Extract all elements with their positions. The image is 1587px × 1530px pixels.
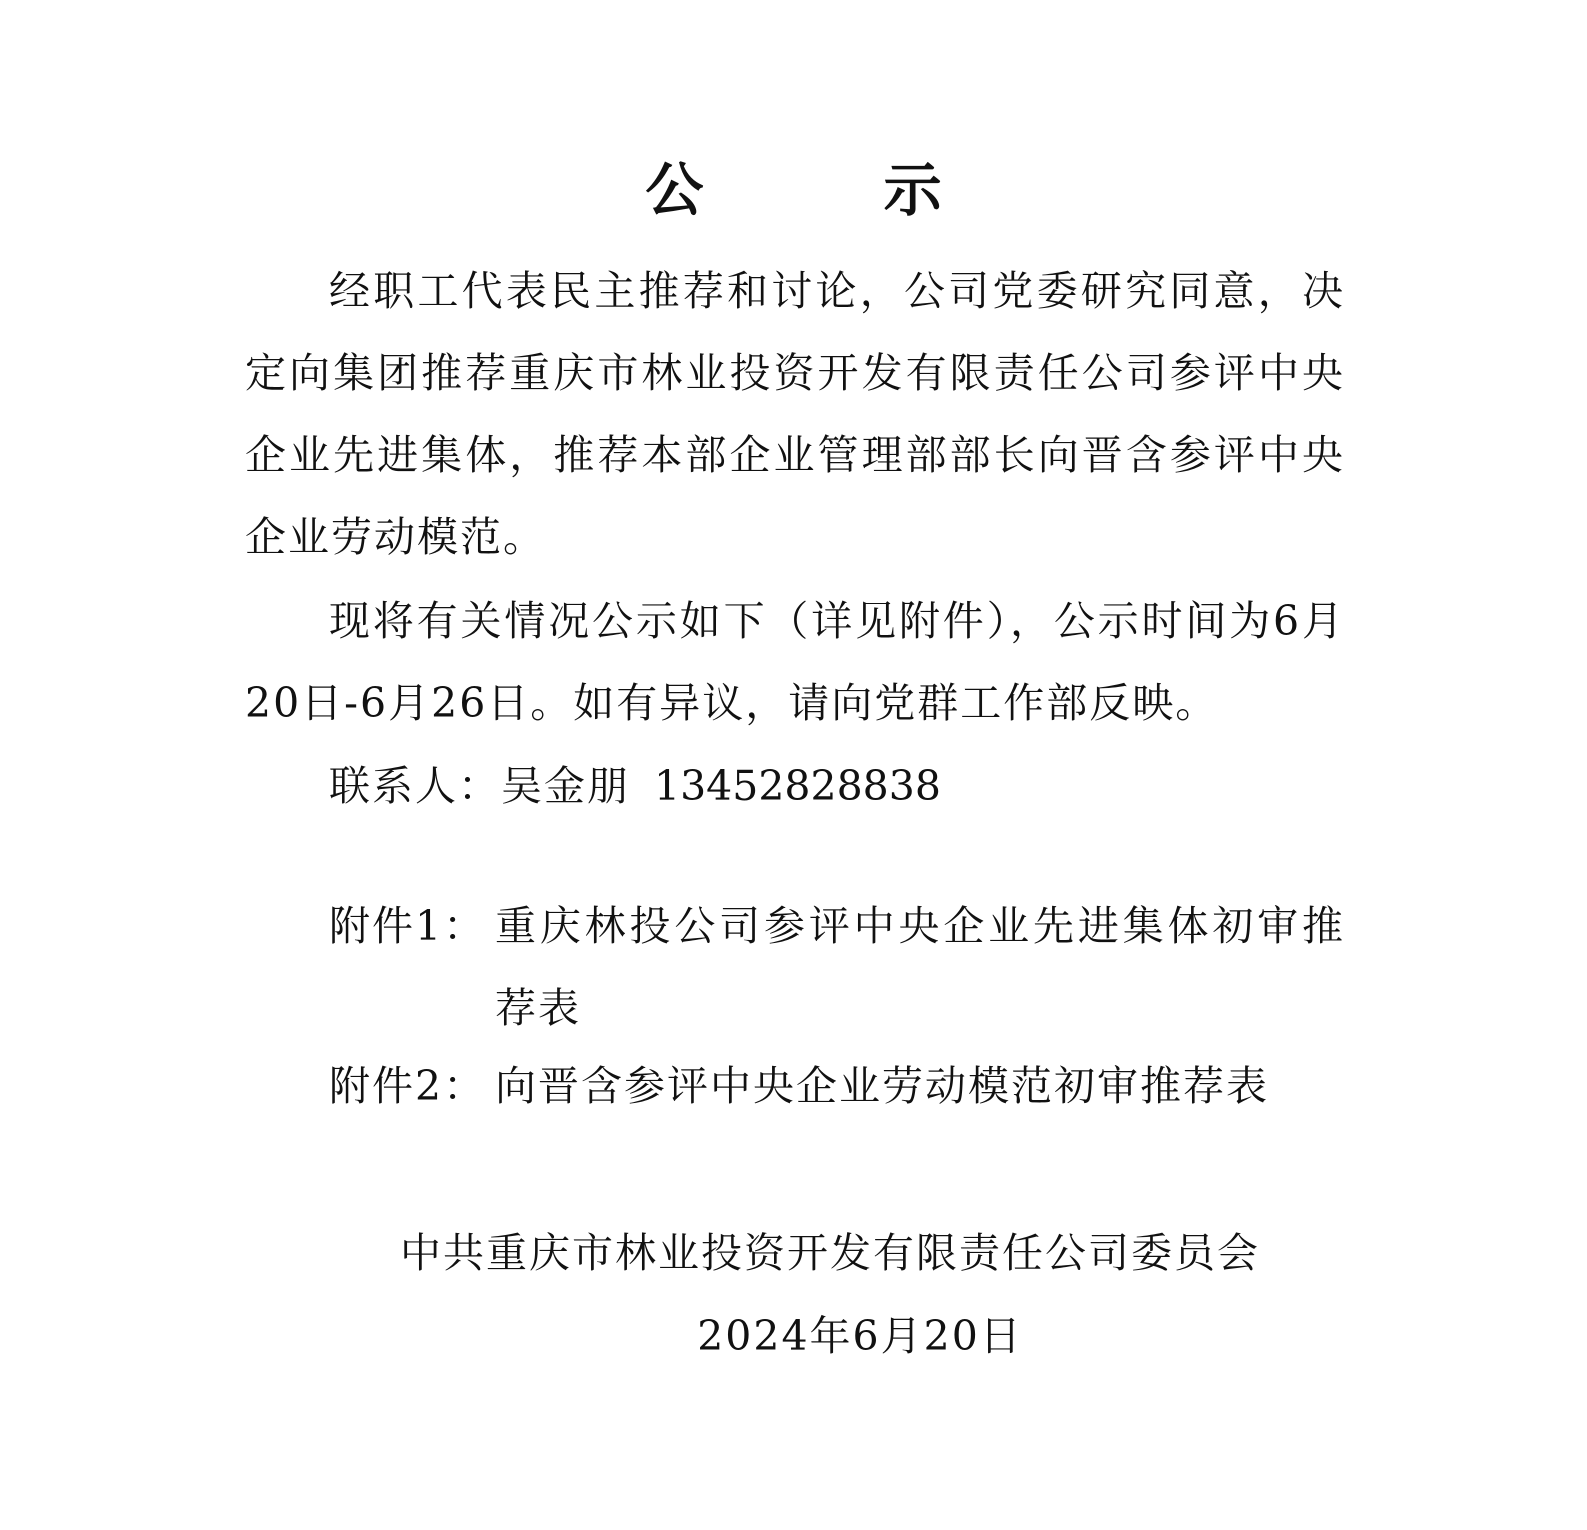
attachment-2-title: 向晋含参评中央企业劳动模范初审推荐表 [495,1062,1269,1110]
notice-paragraph-1: 经职工代表民主推荐和讨论，公司党委研究同意，决定向集团推荐重庆市林业投资开发有限责任公司参评中央企业先进集体，推荐本部企业管理部部长向晋含参评中央企业劳动模范。 [245,267,1345,561]
contact-label: 联系人： [329,762,501,810]
signature-organization: 中共重庆市林业投资开发有限责任公司委员会 [400,1229,1260,1277]
contact-phone: 13452828838 [654,762,941,810]
attachment-1-label: 附件1： [329,902,487,950]
attachment-2-label: 附件2： [329,1062,487,1110]
page-title: 公 示 [645,156,1022,224]
contact-name: 吴金朋 [501,762,630,810]
attachment-1-title: 重庆林投公司参评中央企业先进集体初审推荐表 [495,902,1345,1032]
notice-paragraph-2: 现将有关情况公示如下（详见附件），公示时间为6月20日-6月26日。如有异议，请向党群工作部反映。 [245,597,1345,727]
signature-date: 2024年6月20日 [697,1312,1023,1360]
contact-line [329,745,941,827]
